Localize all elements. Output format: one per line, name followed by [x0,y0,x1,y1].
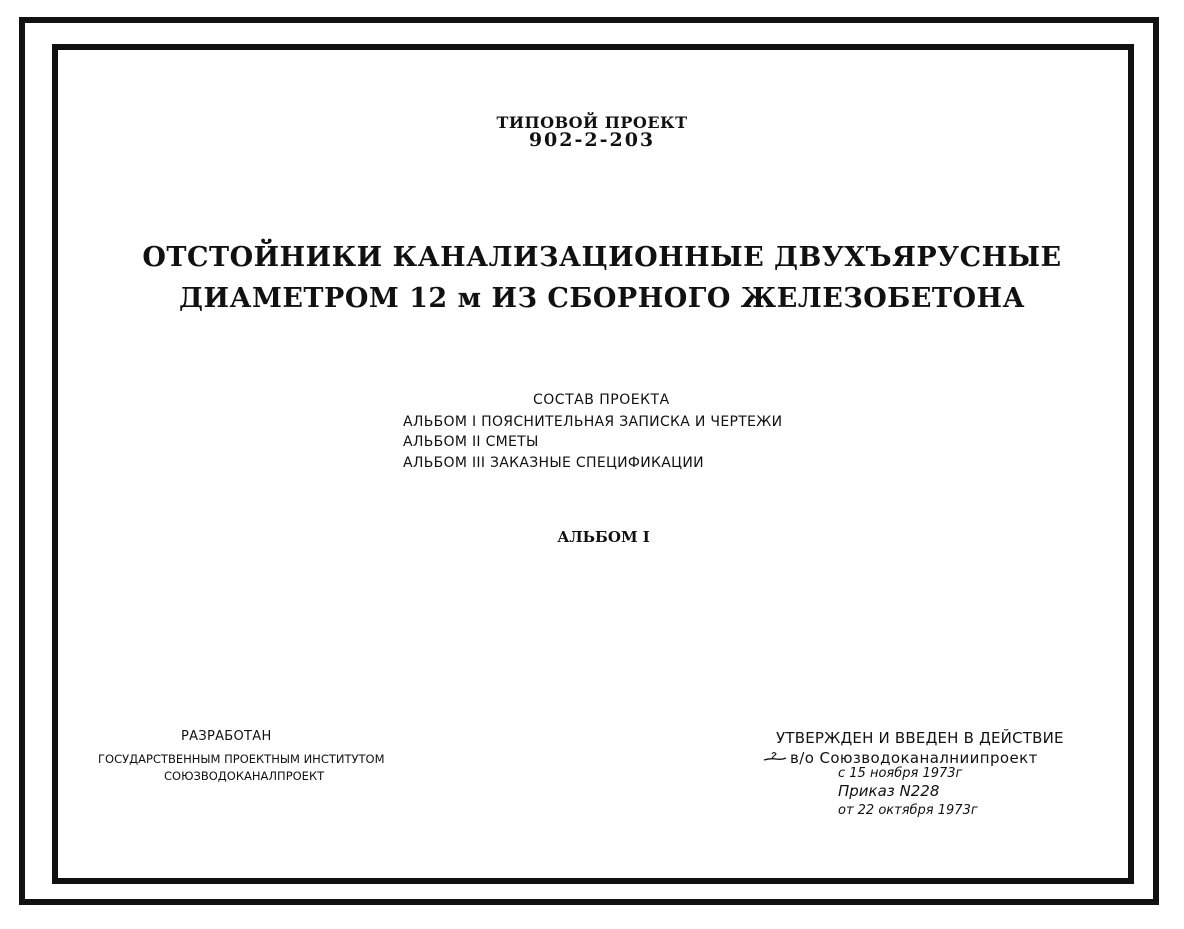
approval-line-5: от 22 октября 1973г [838,803,978,818]
approval-line-2: в/о Союзводоканалниипроект [790,749,1038,767]
title-line-1: ОТСТОЙНИКИ КАНАЛИЗАЦИОННЫЕ ДВУХЪЯРУСНЫЕ [142,242,1062,273]
developer-label: РАЗРАБОТАН [181,729,272,744]
developer-organization-name: СОЮЗВОДОКАНАЛПРОЕКТ [164,769,325,783]
contents-item: АЛЬБОМ III ЗАКАЗНЫЕ СПЕЦИФИКАЦИИ [403,455,704,471]
approval-line-1: УТВЕРЖДЕН И ВВЕДЕН В ДЕЙСТВИЕ [776,729,1064,747]
contents-item: АЛЬБОМ I ПОЯСНИТЕЛЬНАЯ ЗАПИСКА И ЧЕРТЕЖИ [403,414,783,430]
project-number: 902-2-203 [528,129,656,151]
signature-mark [762,750,788,764]
album-label: АЛЬБОМ I [557,528,650,546]
contents-item: АЛЬБОМ II СМЕТЫ [403,434,539,450]
developer-organization: ГОСУДАРСТВЕННЫМ ПРОЕКТНЫМ ИНСТИТУТОМ [98,752,385,766]
title-line-2: ДИАМЕТРОМ 12 м ИЗ СБОРНОГО ЖЕЛЕЗОБЕТОНА [178,283,1026,314]
approval-line-3: с 15 ноября 1973г [838,766,963,781]
project-type-label: ТИПОВОЙ ПРОЕКТ [496,113,688,132]
approval-line-4: Приказ N228 [838,782,940,800]
contents-heading: СОСТАВ ПРОЕКТА [533,392,670,408]
